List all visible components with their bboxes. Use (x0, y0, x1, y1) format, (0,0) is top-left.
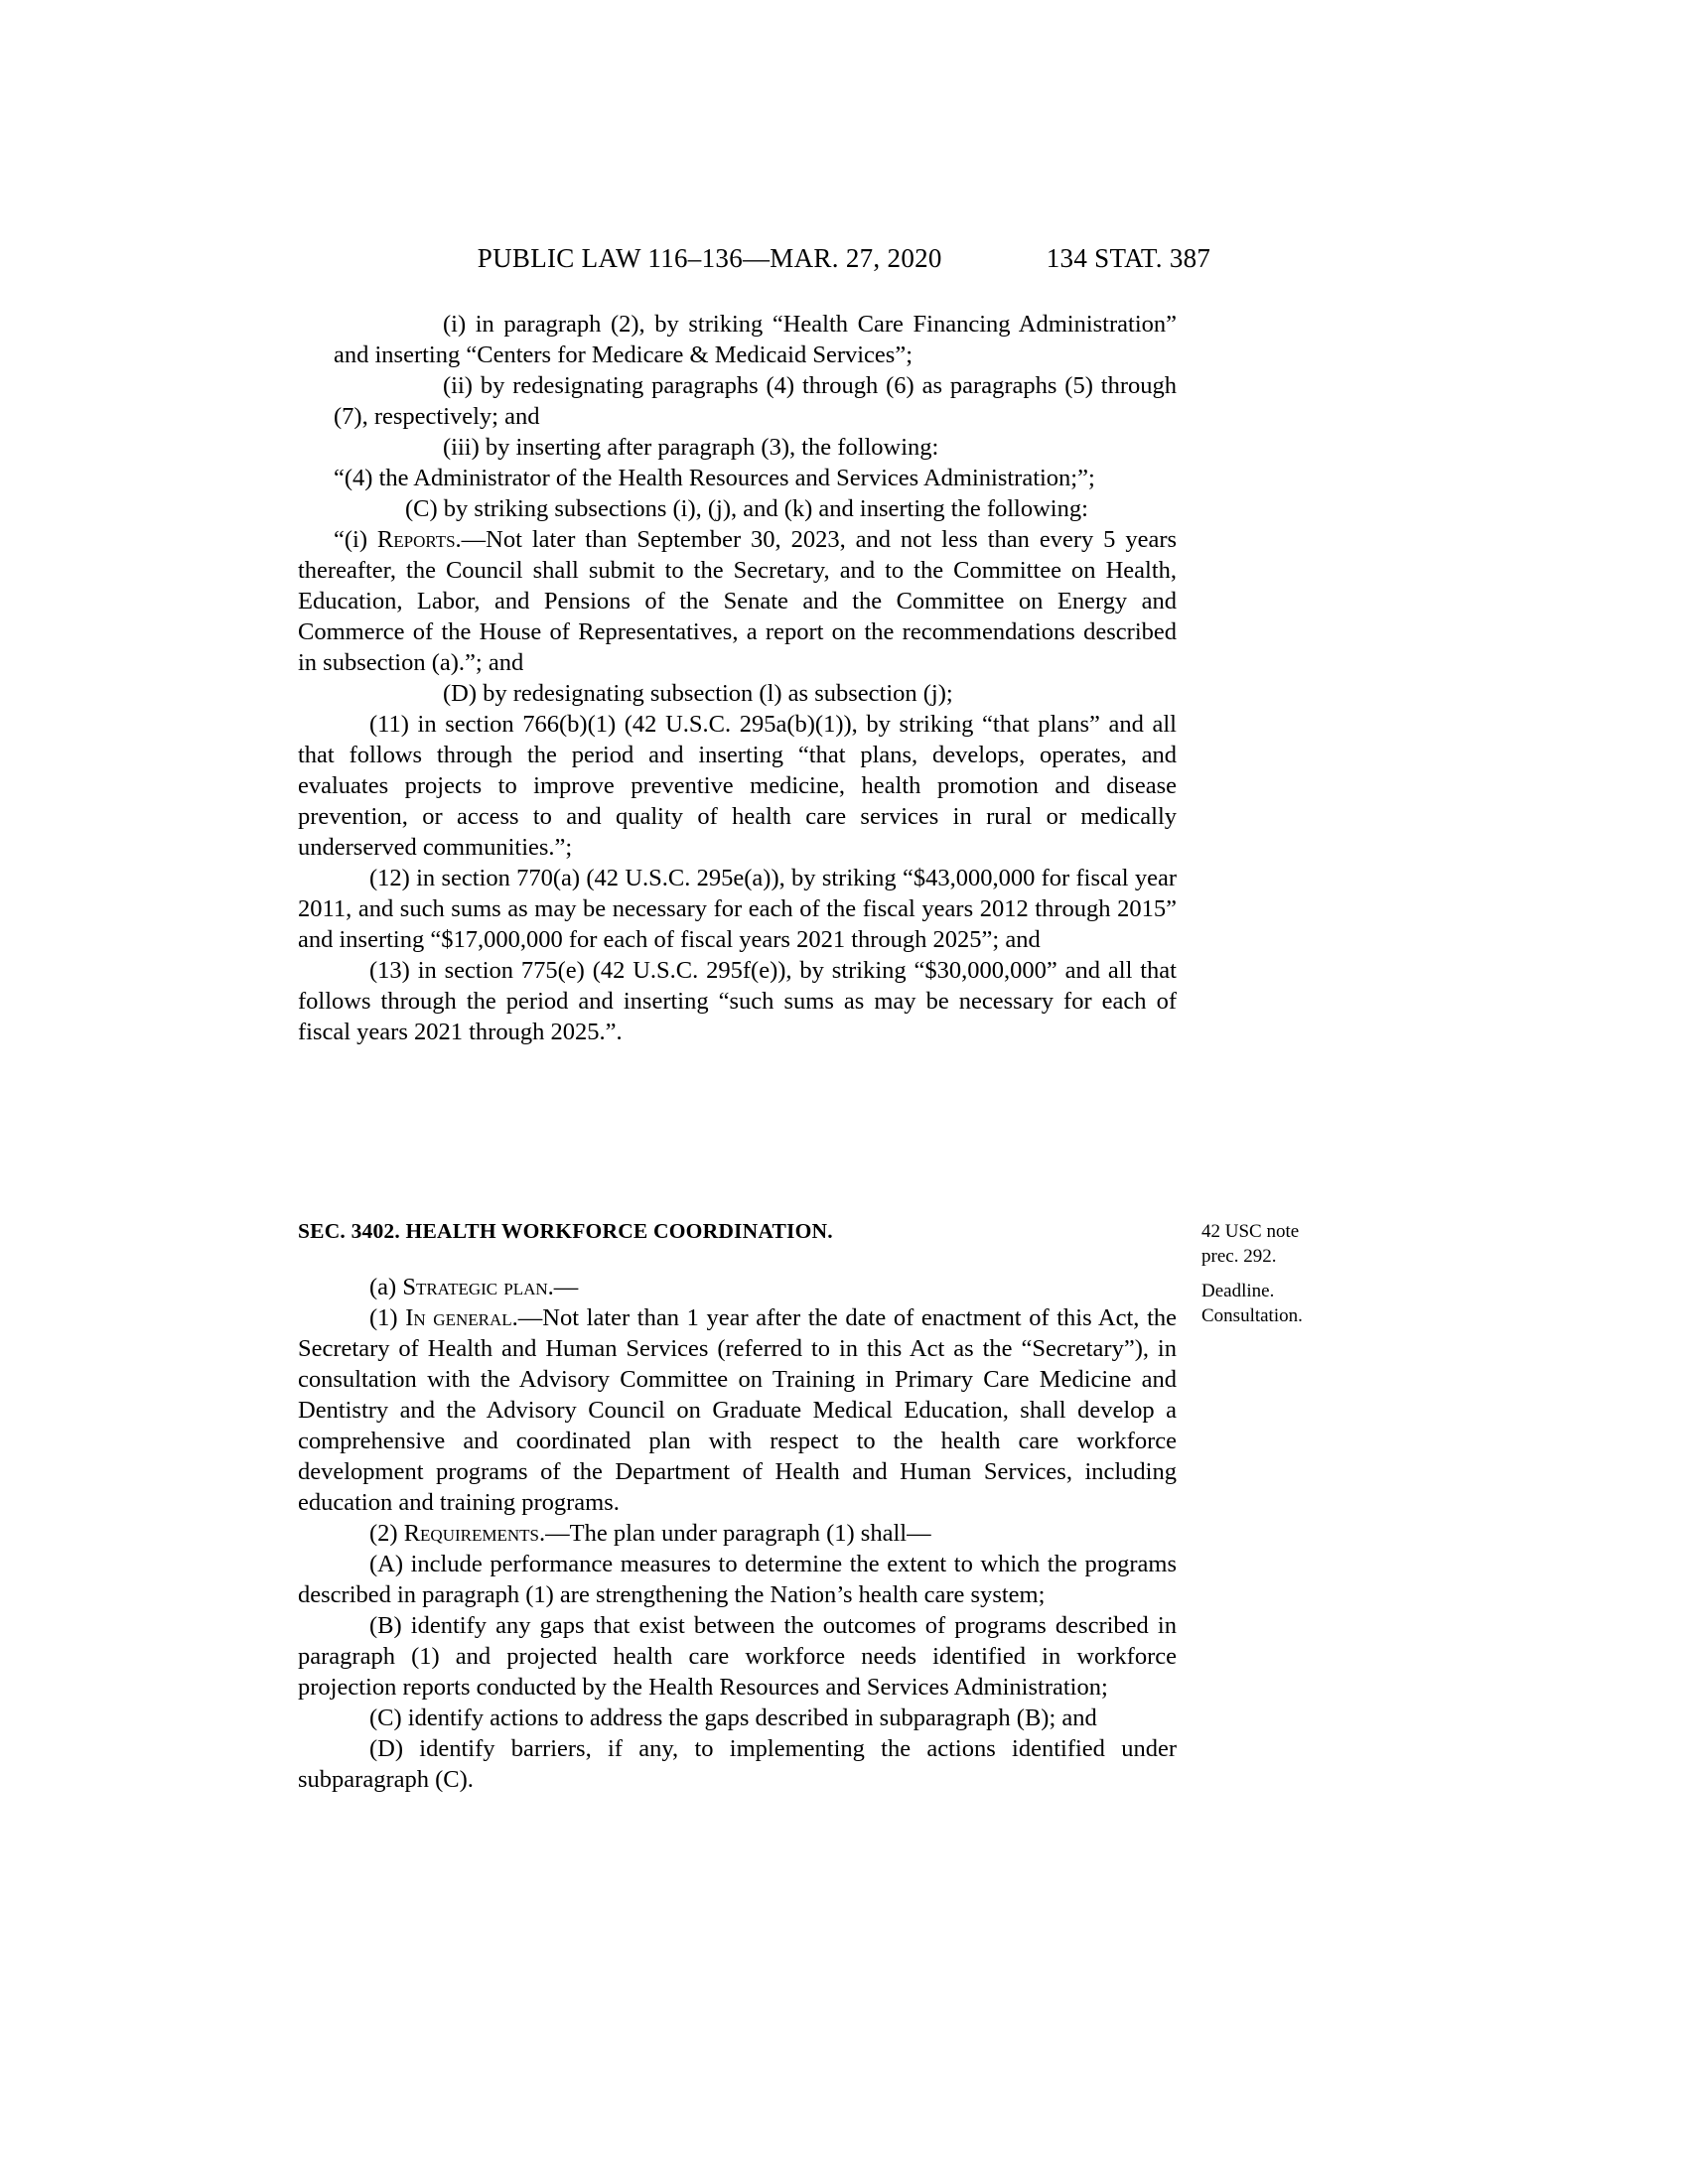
paragraph-reports: “(i) Reports.—Not later than September 30, 2023, and not less than every 5 years thereafter, the Council shall submit to the Secretary, and to the Committee on Health, Education, Labor, and Pensions of the Senate and the Committee on Energy and Commerce of the House of Representatives, a report on the recommendations described in subsection (a).”; and (298, 525, 1178, 676)
paragraph-D-2: (D) identify barriers, if any, to implementing the actions identified under subparagraph (C). (298, 1734, 1177, 1793)
section-body-column (298, 1273, 1177, 1796)
page-header (0, 243, 1688, 274)
paragraph-A: (A) include performance measures to determine the extent to which the programs described in paragraph (1) are strengthening the Nation’s health care system; (298, 1550, 1177, 1608)
main-text-column (298, 310, 1177, 1048)
side-note-deadline-line1: Deadline. (1201, 1281, 1275, 1301)
section-heading-3402: SEC. 3402. HEALTH WORKFORCE COORDINATION. (298, 1219, 833, 1243)
paragraph-2-requirements: (2) Requirements.—The plan under paragraph (1) shall— (369, 1519, 931, 1547)
paragraph-B: (B) identify any gaps that exist between the outcomes of programs described in paragraph (1) and projected health care workforce needs identified in workforce projection reports conducted by the Health Resources and Services Administration; (298, 1611, 1177, 1701)
paragraph-C: (C) by striking subsections (i), (j), and (k) and inserting the following: (405, 494, 1088, 522)
side-note-usc (1201, 1219, 1450, 1269)
paragraph-iii: (iii) by inserting after paragraph (3), the following: (443, 433, 939, 461)
paragraph-C-2: (C) identify actions to address the gaps described in subparagraph (B); and (369, 1704, 1097, 1731)
header-stat-page: 134 STAT. 387 (1046, 243, 1211, 273)
side-note-deadline (1201, 1279, 1450, 1328)
paragraph-i: (i) in paragraph (2), by striking “Health Care Financing Administration” and inserting “Centers for Medicare & Medicaid Services”; (334, 311, 1177, 368)
paragraph-1-in-general: (1) In general.—Not later than 1 year after the date of enactment of this Act, the Secretary of Health and Human Services (referred to in this Act as the “Secretary”), in consultation with the Advisory Committee on Training in Primary Care Medicine and Dentistry and the Advisory Council on Graduate Medical Education, shall develop a comprehensive and coordinated plan with respect to the health care workforce development programs of the Department of Health and Human Services, including education and training programs. (298, 1303, 1177, 1516)
paragraph-12: (12) in section 770(a) (42 U.S.C. 295e(a)), by striking “$43,000,000 for fiscal year 2011, and such sums as may be necessary for each of the fiscal years 2012 through 2015” and inserting “$17,000,000 for each of fiscal years 2021 through 2025”; and (298, 864, 1177, 953)
side-note-usc-line1: 42 USC note (1201, 1221, 1300, 1242)
paragraph-11: (11) in section 766(b)(1) (42 U.S.C. 295a(b)(1)), by striking “that plans” and all that follows through the period and inserting “that plans, develops, operates, and evaluates projects to improve preventive medicine, health promotion and disease prevention, or access to and quality of health care services in rural or medically underserved communities.”; (298, 710, 1177, 861)
side-note-consultation-line2: Consultation. (1201, 1305, 1303, 1327)
header-public-law: PUBLIC LAW 116–136—MAR. 27, 2020 (477, 243, 942, 273)
paragraph-quoted-4: “(4) the Administrator of the Health Resources and Services Administration;”; (334, 464, 1095, 491)
paragraph-D: (D) by redesignating subsection (l) as subsection (j); (443, 679, 953, 707)
paragraph-ii: (ii) by redesignating paragraphs (4) through (6) as paragraphs (5) through (7), respectively; and (334, 371, 1177, 430)
subsection-a-label: (a) Strategic plan.— (369, 1274, 579, 1300)
side-note-usc-line2: prec. 292. (1201, 1246, 1277, 1268)
paragraph-13: (13) in section 775(e) (42 U.S.C. 295f(e)), by striking “$30,000,000” and all that follows through the period and inserting “such sums as may be necessary for each of fiscal years 2021 through 2025.”. (298, 956, 1177, 1045)
